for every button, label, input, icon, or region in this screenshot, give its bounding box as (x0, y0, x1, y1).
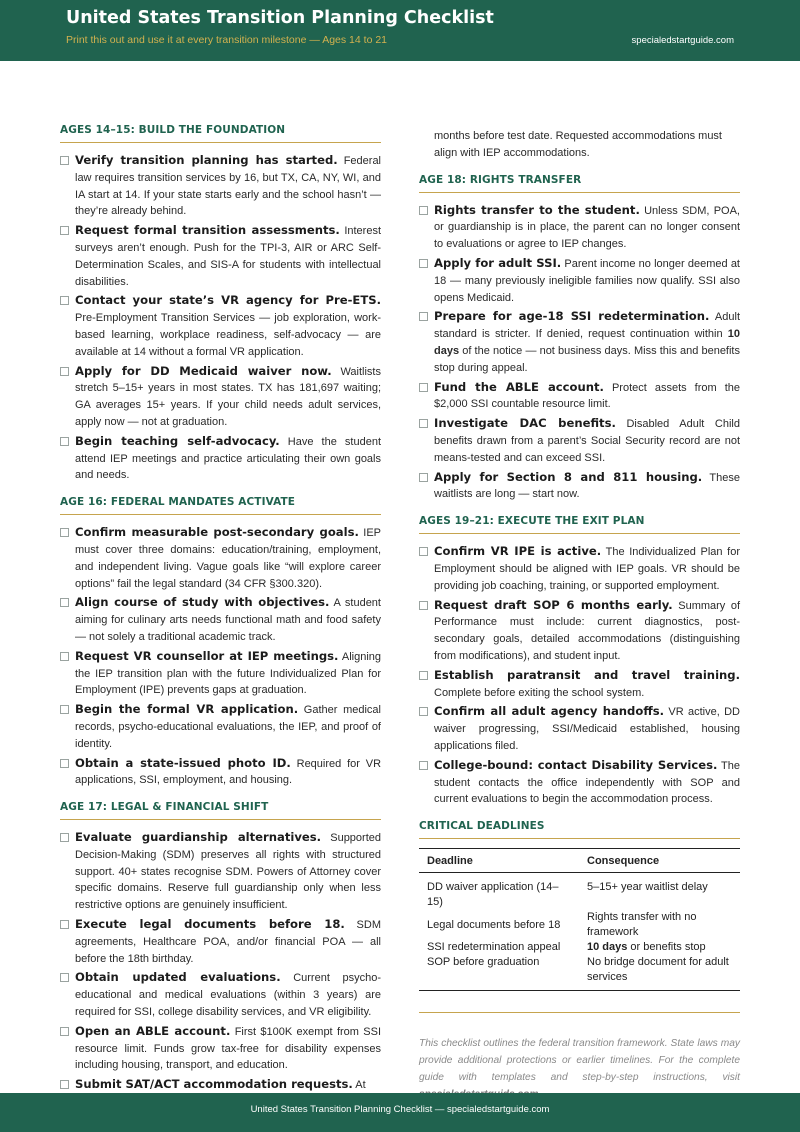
item-text: Parent income no longer deemed at 18 — many previously ineligible families now qualify. SSI also opens Medicaid. (434, 257, 740, 304)
table-row (419, 955, 740, 991)
checklist-item (419, 255, 740, 306)
item-title: Verify transition planning has started. (75, 153, 338, 167)
item-title: Confirm measurable post-secondary goals. (75, 525, 359, 540)
item-text: Unless SDM, POA, or guardianship is in place, the parent can no longer consent to evaluations or agree to IEP changes. (434, 204, 740, 251)
checklist-item (419, 308, 740, 376)
item-text: Disabled Adult Child benefits drawn from a parent’s Social Security record are not means-tested and can exceed SSI. (434, 418, 740, 464)
checkbox[interactable] (60, 437, 69, 446)
item-title: Apply for adult SSI. (434, 255, 562, 270)
item-title: Request formal transition assessments. (75, 223, 340, 238)
section-heading: CRITICAL DEADLINES (419, 818, 740, 839)
checklist-item (419, 597, 740, 665)
item-text: Current psycho-educational and medical evaluations (within 3 years) are required for SSI, college disability services, and VR eligibility. (75, 972, 381, 1019)
checkbox[interactable] (419, 671, 428, 680)
item-title: Fund the ABLE account. (434, 379, 604, 394)
checkbox[interactable] (60, 156, 69, 165)
item-text: Required for VR applications, SSI, employment, and housing. (75, 757, 382, 787)
item-text: First $100K exempt from SSI resource limit. Funds grow tax-free for disability expenses including housing, transport, and education. (75, 1025, 381, 1072)
deadlines-table (419, 848, 740, 991)
checklist-item (60, 1023, 381, 1074)
checkbox[interactable] (419, 383, 428, 392)
item-title: Submit SAT/ACT accommodation requests. (75, 1077, 353, 1092)
section-heading: AGE 17: LEGAL & FINANCIAL SHIFT (60, 799, 381, 820)
item-text: VR active, DD waiver progressing, SSI/Medicaid established, housing applications filed. (434, 706, 740, 752)
consequence-cell: Rights transfer with no framework (587, 911, 697, 939)
checkbox[interactable] (60, 1080, 69, 1089)
item-text: IEP must cover three domains: education/training, employment, and independent living. Vague goals like “will explore career options” fail the legal standard (34 CFR §300.320). (75, 527, 382, 590)
checklist-item (60, 701, 381, 752)
item-text: Gather medical records, psycho-educational evaluations, the IEP, and proof of identity. (75, 704, 381, 750)
item-title: College-bound: contact Disability Services. (434, 757, 718, 772)
deadline-cell: DD waiver application (14–15) (427, 881, 559, 909)
checklist-item (419, 202, 740, 253)
item-title: Confirm all adult agency handoffs. (434, 704, 665, 719)
checkbox[interactable] (419, 419, 428, 428)
table-row (419, 873, 740, 911)
item-text: Interest surveys aren’t enough. Push for the TPI-3, AIR or ARC Self-Determination Scales, and SIS-A for students with intellectual disabilities. (75, 225, 381, 288)
item-title: Align course of study with objectives. (75, 595, 330, 610)
section-age-17 (60, 799, 381, 1111)
checklist-item (60, 969, 381, 1020)
item-text: Protect assets from the $2,000 SSI countable resource limit. (434, 381, 740, 411)
section-heading: AGE 18: RIGHTS TRANSFER (419, 172, 740, 193)
column-header: Consequence (579, 849, 740, 873)
table-header-row (419, 849, 740, 873)
item-title: Rights transfer to the student. (434, 202, 640, 217)
checklist-item (419, 703, 740, 754)
deadline-cell: SSI redetermination appeal (427, 941, 561, 954)
page-subtitle: Print this out and use it at every transition milestone — Ages 14 to 21 (66, 34, 388, 46)
checkbox[interactable] (60, 598, 69, 607)
item-title: Contact your state’s VR agency for Pre-ETS. (75, 293, 381, 308)
checklist-item (419, 667, 740, 702)
section-heading: AGES 19–21: EXECUTE THE EXIT PLAN (419, 513, 740, 534)
disclaimer-text: This checklist outlines the federal transition framework. State laws may provide additional protections or earlier timelines. For the complete guide with templates and step-by-step instructions, visit (419, 1038, 740, 1084)
checkbox[interactable] (60, 367, 69, 376)
checkbox[interactable] (60, 528, 69, 537)
checklist-item (60, 829, 381, 914)
item-title: Open an ABLE account. (75, 1023, 231, 1038)
item-text: These waitlists are long — start now. (434, 471, 740, 501)
item-title: Establish paratransit and travel training. (434, 667, 740, 682)
deadline-cell: SOP before graduation (419, 955, 579, 991)
checklist-item (60, 292, 381, 360)
checkbox[interactable] (60, 652, 69, 661)
checkbox[interactable] (60, 705, 69, 714)
item-text: Federal law requires transition services by 16, but TX, CA, NY, WI, and IA start at 14. If your state starts early and the school hasn’t — they’re already behind. (75, 155, 381, 218)
item-title: Begin the formal VR application. (75, 702, 299, 717)
checklist-item (419, 415, 740, 466)
checkbox[interactable] (60, 226, 69, 235)
consequence-text: or benefits stop (627, 941, 706, 954)
item-text: Pre-Employment Transition Services — job exploration, work-based learning, workplace readiness, self-advocacy — are available at 14 without a formal VR application. (75, 312, 381, 358)
checkbox[interactable] (60, 759, 69, 768)
deadline-emphasis: 10 days (434, 328, 740, 357)
page-title: United States Transition Planning Checklist (66, 8, 494, 28)
checklist-item (60, 755, 381, 790)
checkbox[interactable] (419, 312, 428, 321)
deadline-cell: Legal documents before 18 (427, 919, 561, 932)
item-text: of the notice — not business days. Miss this and benefits stop during appeal. (434, 344, 740, 374)
checklist-item (60, 916, 381, 967)
footer-text: United States Transition Planning Checklist — specialedstartguide.com (250, 1104, 550, 1115)
section-age-16 (60, 494, 381, 789)
checklist-item (419, 469, 740, 504)
item-text: Adult standard is stricter. If denied, request continuation within (434, 311, 740, 341)
item-title: Begin teaching self-advocacy. (75, 433, 280, 448)
item-text: The student contacts the office independently with SOP and current evaluations to begin the accommodation process. (434, 759, 741, 806)
divider (419, 991, 740, 1013)
checklist-item (419, 757, 740, 808)
item-title: Obtain a state-issued photo ID. (75, 755, 291, 770)
checklist-item (60, 648, 381, 699)
right-column (419, 128, 740, 1103)
item-title: Obtain updated evaluations. (75, 970, 281, 985)
checklist-item (60, 594, 381, 645)
checkbox[interactable] (60, 1027, 69, 1036)
checklist-item (60, 363, 381, 431)
checkbox[interactable] (419, 707, 428, 716)
section-age-18 (419, 172, 740, 504)
table-row (419, 940, 740, 955)
section-ages-19-21 (419, 513, 740, 808)
left-column (60, 122, 381, 1113)
checklist-item (419, 543, 740, 594)
checkbox[interactable] (60, 973, 69, 982)
item-title: Investigate DAC benefits. (434, 416, 616, 431)
item-text: Supported Decision-Making (SDM) preserves all rights with structured support. 40+ states recognise SDM. Powers of Attorney cover specific domains. Reserve full guardianship only when less restrictive options are genuinely insufficient. (75, 832, 381, 912)
item-title: Request VR counsellor at IEP meetings. (75, 648, 339, 663)
checkbox[interactable] (419, 206, 428, 215)
deadline-emphasis: 10 days (587, 941, 628, 954)
item-text: SDM agreements, Healthcare POA, and/or financial POA — all before the 18th birthday. (75, 919, 381, 965)
item-text: Have the student attend IEP meetings and practice articulating their own goals and needs. (75, 435, 381, 482)
section-critical-deadlines (419, 818, 740, 1103)
item-title: Confirm VR IPE is active. (434, 544, 602, 559)
checklist-item (60, 152, 381, 220)
item-title: Evaluate guardianship alternatives. (75, 830, 322, 845)
item-continuation: months before test date. Requested accommodations must align with IEP accommodations. (434, 130, 722, 159)
section-ages-14-15 (60, 122, 381, 484)
section-heading: AGE 16: FEDERAL MANDATES ACTIVATE (60, 494, 381, 515)
checklist-item (60, 524, 381, 592)
page-header (0, 0, 800, 61)
item-text: Complete before exiting the school system. (434, 686, 645, 699)
item-text: A student aiming for culinary arts needs functional math and food safety — not solely a traditional academic track. (75, 597, 381, 643)
item-title: Request draft SOP 6 months early. (434, 597, 673, 612)
column-header: Deadline (419, 849, 579, 873)
item-title: Execute legal documents before 18. (75, 917, 345, 932)
item-title: Apply for DD Medicaid waiver now. (75, 363, 332, 378)
header-site-link[interactable]: specialedstartguide.com (631, 35, 734, 46)
item-text: The Individualized Plan for Employment should be aligned with IEP goals. VR should be providing job coaching, training, or supported employment. (434, 546, 740, 592)
consequence-cell: No bridge document for adult services (579, 955, 740, 991)
consequence-cell (579, 940, 740, 955)
checklist-item (419, 379, 740, 414)
checkbox[interactable] (60, 920, 69, 929)
table-row (419, 910, 740, 940)
item-text: At (355, 1079, 366, 1092)
checklist-item (60, 222, 381, 290)
checkbox[interactable] (60, 833, 69, 842)
checkbox[interactable] (60, 296, 69, 305)
section-heading: AGES 14–15: BUILD THE FOUNDATION (60, 122, 381, 143)
checkbox[interactable] (419, 547, 428, 556)
item-title: Apply for Section 8 and 811 housing. (434, 469, 703, 484)
checkbox[interactable] (419, 473, 428, 482)
checklist-item (60, 433, 381, 484)
checkbox[interactable] (419, 259, 428, 268)
page-footer (0, 1093, 800, 1132)
item-text: Summary of Performance must include: current diagnostics, post-secondary goals, detailed accommodations (distinguishing from modifications), and student input. (434, 599, 741, 662)
consequence-cell: 5–15+ year waitlist delay (587, 881, 708, 894)
item-text: Waitlists stretch 5–15+ years in most states. TX has 181,697 waiting; GA averages 15+ years. If your child needs adult services, apply now — not at graduation. (75, 365, 381, 428)
item-text: Aligning the IEP transition plan with the future Individualized Plan for Employment (IPE) prevents gaps at graduation. (75, 650, 382, 697)
checkbox[interactable] (419, 761, 428, 770)
item-title: Prepare for age-18 SSI redetermination. (434, 309, 710, 324)
checkbox[interactable] (419, 601, 428, 610)
